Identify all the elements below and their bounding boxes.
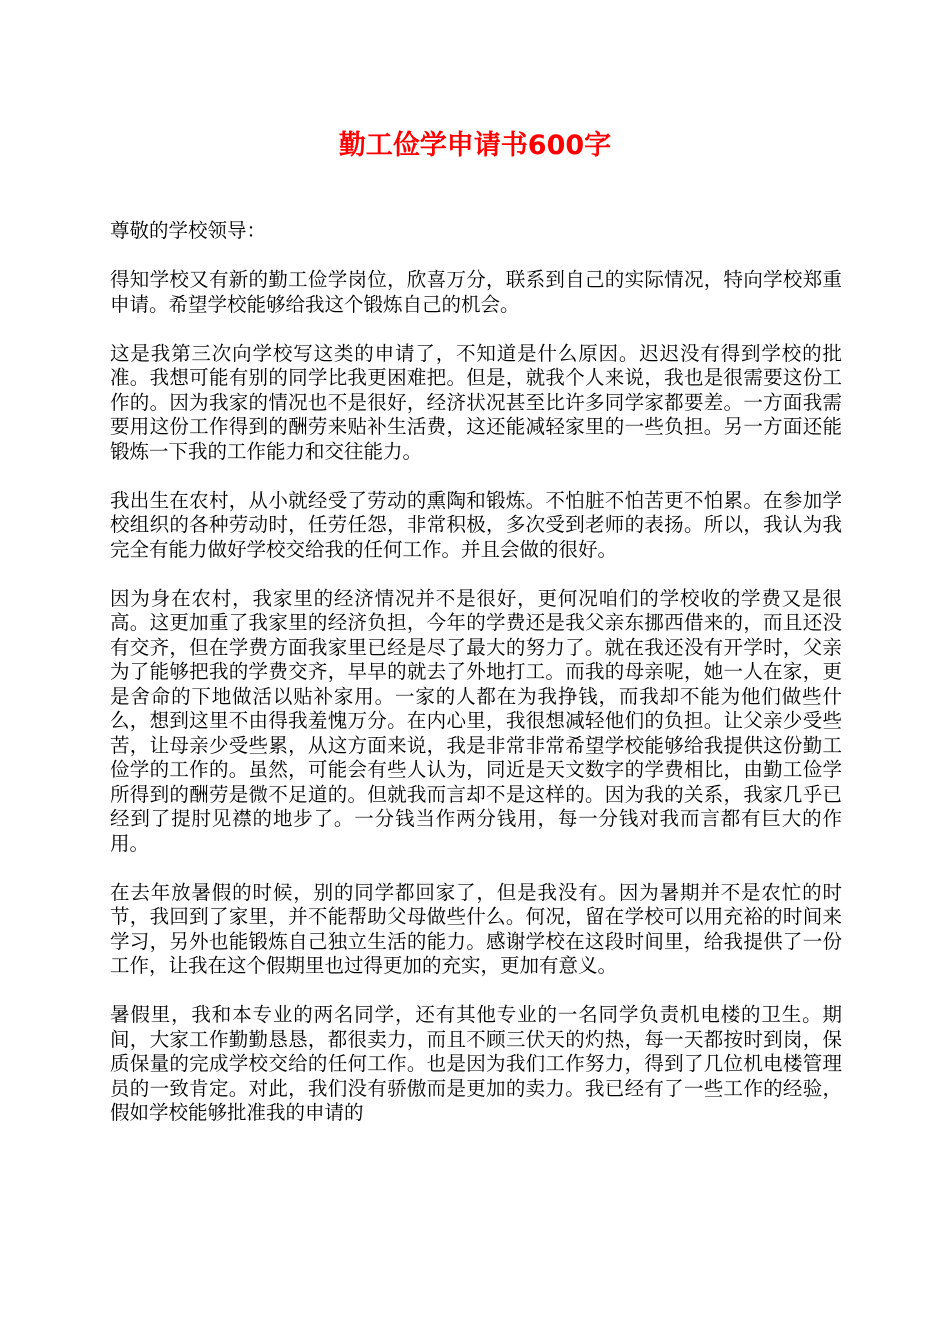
paragraph: 我出生在农村，从小就经受了劳动的熏陶和锻炼。不怕脏不怕苦更不怕累。在参加学校组织的各种劳动时，任劳任怨，非常积极，多次受到老师的表扬。所以，我认为我完全有能力做好学校交给我的任何工作。并且会做的很好。 [110,488,842,561]
document-body [110,219,842,1150]
paragraph: 暑假里，我和本专业的两名同学，还有其他专业的一名同学负责机电楼的卫生。期间，大家工作勤勤恳恳，都很卖力，而且不顾三伏天的灼热，每一天都按时到岗，保质保量的完成学校交给的任何工作。也是因为我们工作努力，得到了几位机电楼管理员的一致肯定。对此，我们没有骄傲而是更加的卖力。我已经有了一些工作的经验，假如学校能够批准我的申请的 [110,1003,842,1124]
paragraph: 因为身在农村，我家里的经济情况并不是很好，更何况咱们的学校收的学费又是很高。这更加重了我家里的经济负担，今年的学费还是我父亲东挪西借来的，而且还没有交齐，但在学费方面我家里已经是尽了最大的努力了。就在我还没有开学时，父亲为了能够把我的学费交齐，早早的就去了外地打工。而我的母亲呢，她一人在家，更是舍命的下地做活以贴补家用。一家的人都在为我挣钱，而我却不能为他们做些什么，想到这里不由得我羞愧万分。在内心里，我很想减轻他们的负担。让父亲少受些苦，让母亲少受些累，从这方面来说，我是非常非常希望学校能够给我提供这份勤工俭学的工作的。虽然，可能会有些人认为，同近是天文数字的学费相比，由勤工俭学所得到的酬劳是微不足道的。但就我而言却不是这样的。因为我的关系，我家几乎已经到了提肘见襟的地步了。一分钱当作两分钱用，每一分钱对我而言都有巨大的作用。 [110,586,842,855]
paragraph: 得知学校又有新的勤工俭学岗位，欣喜万分，联系到自己的实际情况，特向学校郑重申请。希望学校能够给我这个锻炼自己的机会。 [110,268,842,316]
salutation: 尊敬的学校领导： [110,219,267,242]
paragraph: 在去年放暑假的时候，别的同学都回家了，但是我没有。因为暑期并不是农忙的时节，我回到了家里，并不能帮助父母做些什么。何况，留在学校可以用充裕的时间来学习，另外也能锻炼自己独立生活的能力。感谢学校在这段时间里，给我提供了一份工作，让我在这个假期里也过得更加的充实，更加有意义。 [110,880,842,977]
paragraph: 这是我第三次向学校写这类的申请了，不知道是什么原因。迟迟没有得到学校的批准。我想可能有别的同学比我更困难把。但是，就我个人来说，我也是很需要这份工作的。因为我家的情况也不是很好，经济状况甚至比许多同学家都要差。一方面我需要用这份工作得到的酬劳来贴补生活费，这还能减轻家里的一些负担。另一方面还能锻炼一下我的工作能力和交往能力。 [110,341,842,463]
document-title: 勤工俭学申请书600字 [338,130,612,161]
